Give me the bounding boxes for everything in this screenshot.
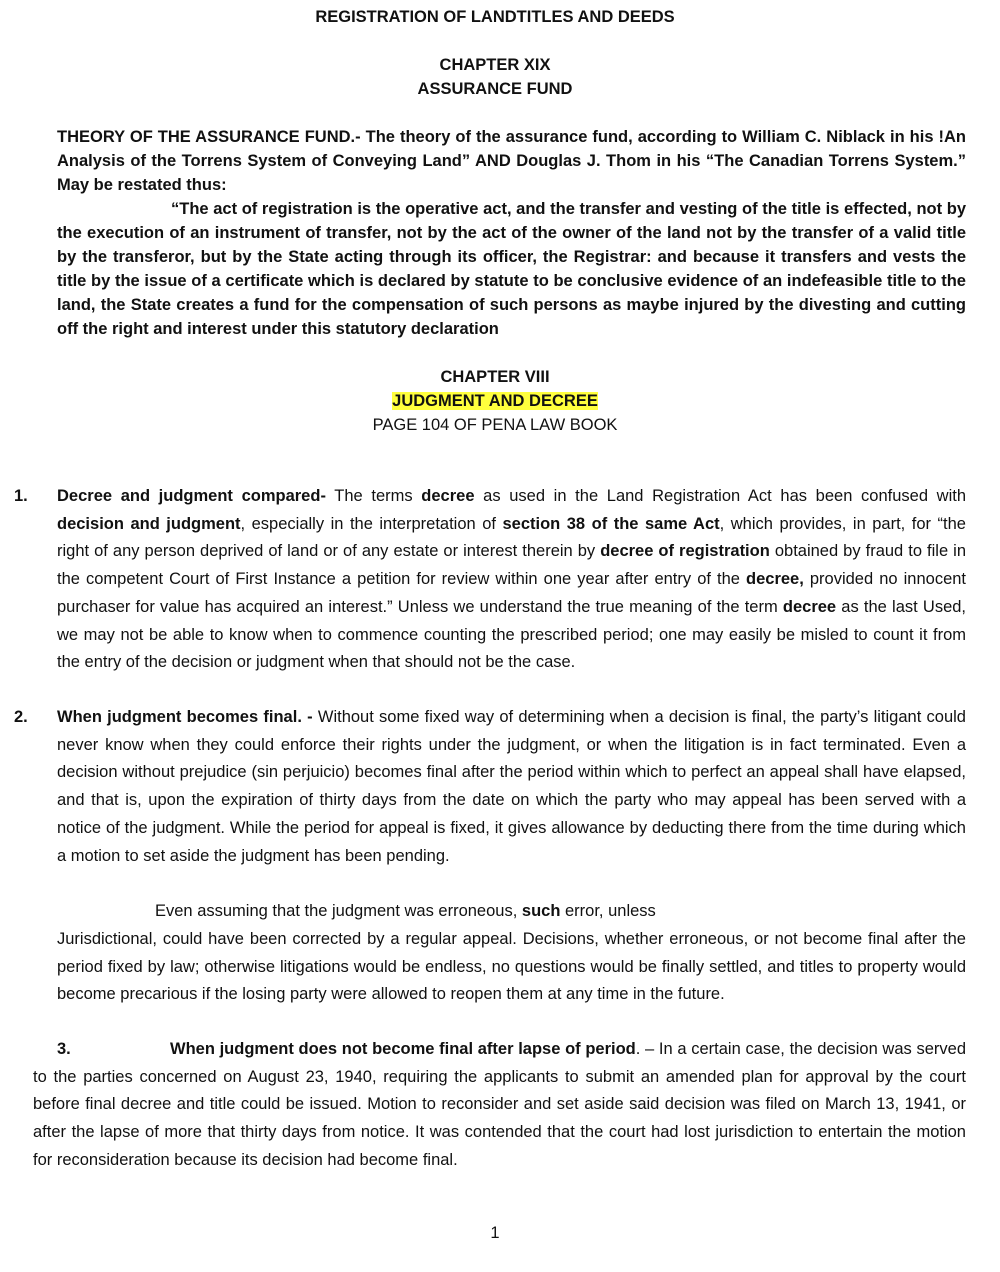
item-paragraph: [155, 898, 966, 926]
chapter-title: ASSURANCE FUND: [417, 80, 573, 98]
item-number: 3.: [57, 1040, 71, 1058]
item-paragraph: Jurisdictional, could have been corrected by a regular appeal. Decisions, whether erroneous, or not become final after the period fixed by law; otherwise litigations would be endless, no questions would be finally settled, and titles to property would become precarious if the losing party were allowed to reopen them at any time in the future.: [57, 930, 966, 1004]
chapter-heading: CHAPTER VIII: [440, 368, 550, 386]
item-emphasis: such: [521, 902, 561, 920]
item-text: Without some fixed way of determining when a decision is final, the party’s litigant could never know when they could enforce their rights under the judgment, or when the litigation is in fact terminated. Even a decision without prejudice (sin perjuicio) becomes final after the period within which to perfect an appeal shall have elapsed, and that is, upon the expiration of thirty days from the date on which the party who may appeal has been served with a notice of the judgment. While the period for appeal is fixed, it gives allowance by deducting there from the time during which a motion to set aside the judgment has been pending.: [57, 708, 966, 865]
item-text: as used in the Land Registration Act has been confused with: [474, 487, 966, 505]
item-heading: When judgment does not become final after lapse of period: [170, 1040, 636, 1058]
list-item: [57, 704, 966, 870]
item-emphasis: decision and judgment: [57, 514, 241, 533]
item-heading: When judgment becomes final. -: [57, 708, 313, 726]
item-text: . – In a certain case, the decision was served to the parties concerned on August 23, 1940, requiring the applicants to submit an amended plan for approval by the court before final decree and title could be issued. Motion to reconsider and set aside said decision was filed on March 13, 1941, or after the lapse of more that thirty days from notice. It was contended that the court had lost jurisdiction to entertain the motion for reconsideration because its decision had become final.: [33, 1040, 966, 1169]
item-number: 2.: [14, 708, 28, 726]
page-number: 1: [490, 1224, 500, 1242]
item-text: Even assuming that the judgment was erroneous,: [155, 902, 522, 920]
list-item: [57, 483, 966, 677]
theory-intro: THEORY OF THE ASSURANCE FUND.- The theory of the assurance fund, according to William C. Niblack in his !An Analysis of the Torrens System of Conveying Land” AND Douglas J. Thom in his “The Canadian Torrens System.” May be restated thus:: [57, 128, 966, 194]
item-text: The terms: [325, 487, 422, 505]
highlighted-chapter-title: JUDGMENT AND DECREE: [392, 392, 598, 410]
item-text: error, unless: [560, 902, 656, 920]
chapter-source: PAGE 104 OF PENA LAW BOOK: [372, 416, 618, 434]
theory-quote: “The act of registration is the operative act, and the transfer and vesting of the title is effected, not by the execution of an instrument of transfer, not by the act of the owner of the land not by the transfer of a valid title by the transferor, but by the State acting through its officer, the Registrar: and because it transfers and vests the title by the issue of a certificate which is declared by statute to be conclusive evidence of an indefeasible title to the land, the State creates a fund for the compensation of such persons as maybe injured by the divesting and cutting off the right and interest under this statutory declaration: [57, 200, 966, 338]
item-text: provided no innocent purchaser for value has acquired an interest.” Unless we understand the true meaning of the term: [57, 570, 967, 616]
item-text: , especially in the interpretation of: [240, 514, 503, 533]
list-item: [33, 1036, 966, 1175]
chapter-heading: CHAPTER XIX: [439, 56, 551, 74]
item-emphasis: decree: [421, 487, 475, 505]
theory-section: [57, 125, 966, 341]
item-number: 1.: [14, 487, 28, 505]
chapter-title-wrap: [0, 389, 990, 413]
item-text: as the last Used, we may not be able to know when to commence counting the prescribed period; one may easily be misled to count it from the entry of the decision or judgment when that should not be the case.: [57, 597, 967, 672]
item-text: obtained by fraud to file in the competent Court of First Instance a petition for review within one year after entry of the: [57, 542, 967, 589]
item-heading: Decree and judgment compared-: [57, 487, 326, 505]
item-emphasis: decree: [782, 597, 837, 616]
item-emphasis: section 38 of the same Act: [502, 514, 720, 533]
item-text: , which provides, in part, for “the right of any person deprived of land or of any estate or interest therein by: [57, 514, 966, 561]
item-emphasis: decree,: [746, 570, 804, 589]
item-emphasis: decree of registration: [600, 542, 770, 561]
document-title: REGISTRATION OF LANDTITLES AND DEEDS: [315, 8, 675, 26]
